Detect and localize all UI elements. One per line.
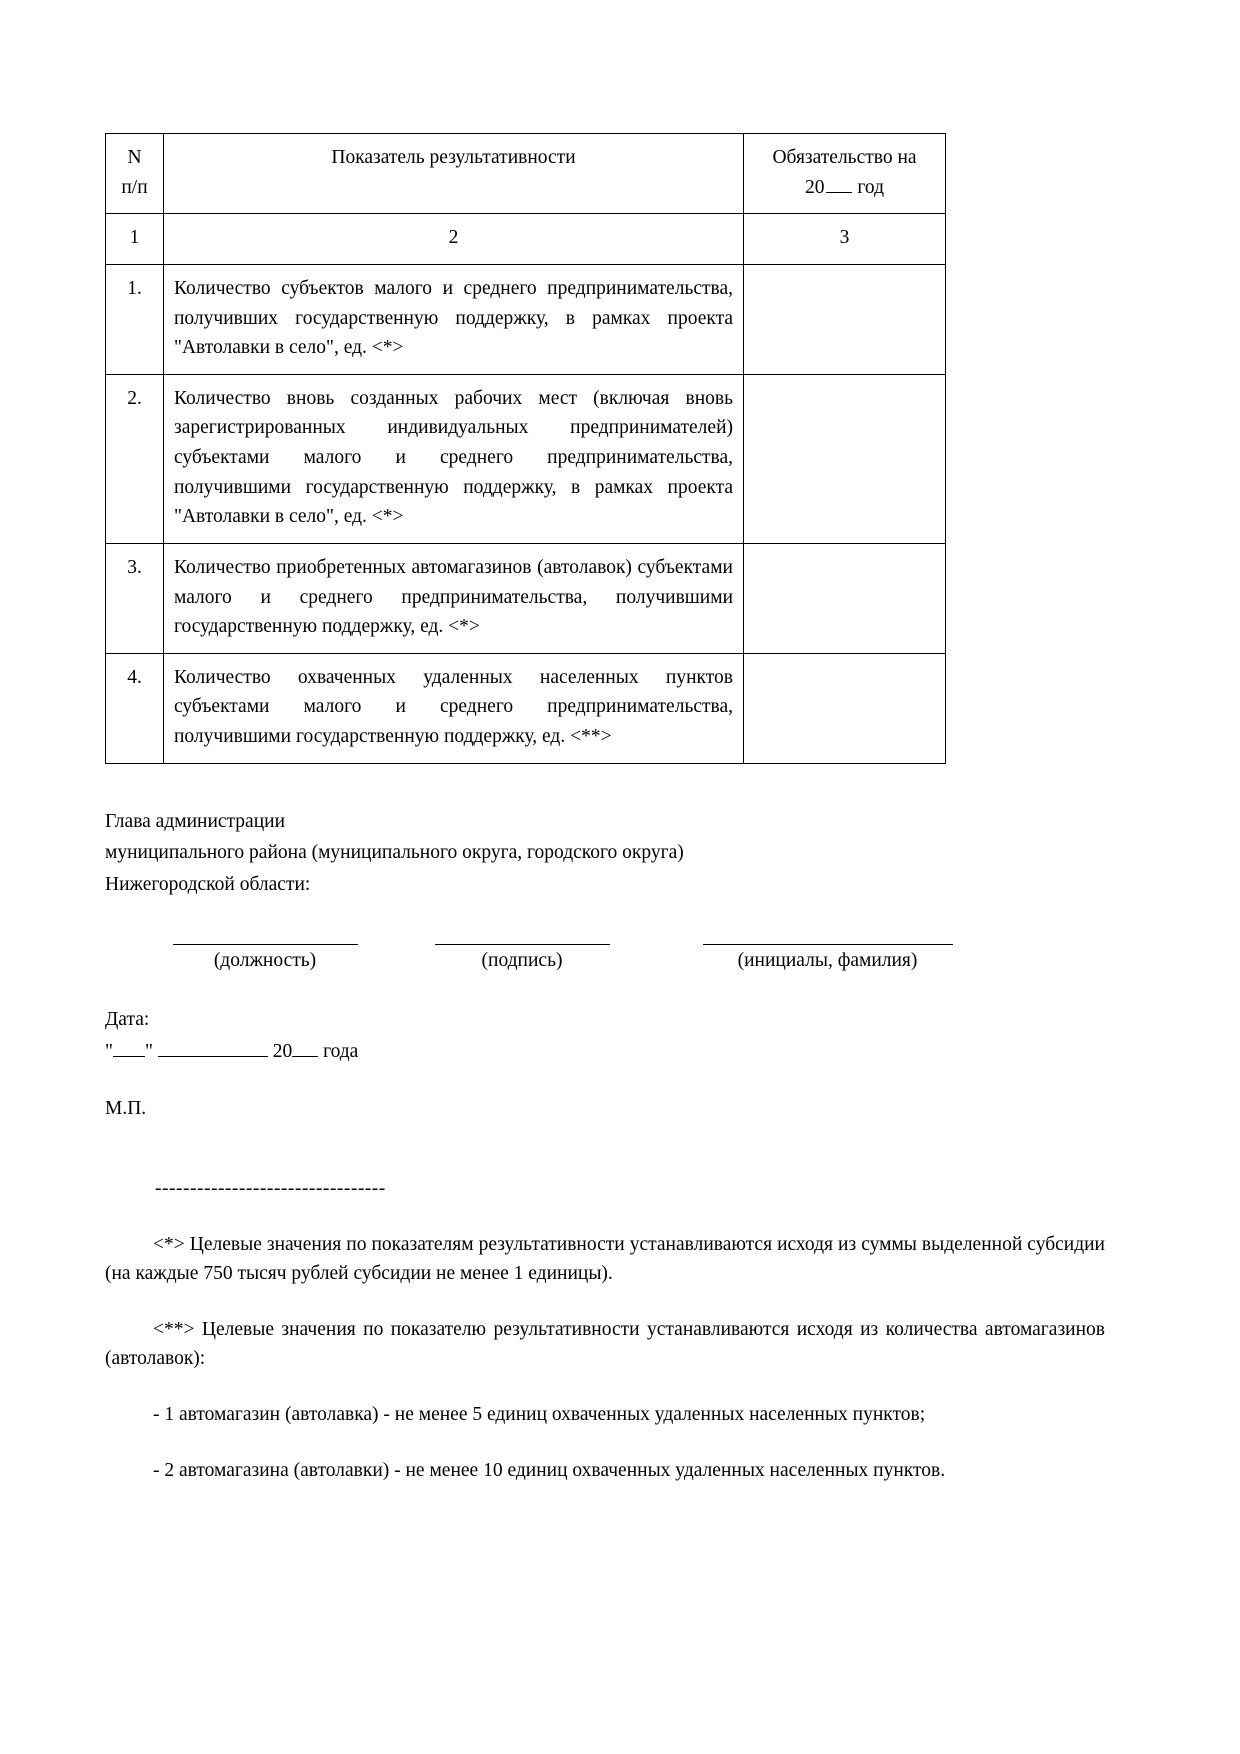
header-obligation-year-suffix: год: [857, 176, 884, 198]
row-indicator-text: Количество субъектов малого и среднего предпринимательства, получивших государственную поддержку, в рамках проекта "Автолавки в село", ед. <*>: [164, 264, 744, 374]
table-row: [106, 653, 946, 763]
column-number-1: 1: [106, 214, 164, 265]
footnote-item: <**> Целевые значения по показателю результативности устанавливаются исходя из количества автомагазинов (автолавок):: [105, 1318, 1105, 1370]
signatory-title-line-3: Нижегородской области:: [105, 873, 311, 895]
footnote-item: - 1 автомагазин (автолавка) - не менее 5 единиц охваченных удаленных населенных пунктов;: [153, 1404, 926, 1426]
initials-caption: (инициалы, фамилия): [737, 950, 918, 972]
footnotes-section: [105, 1230, 1105, 1486]
performance-indicators-table: [105, 133, 946, 764]
header-cell-indicator: Показатель результативности: [164, 134, 744, 214]
document-page: [105, 0, 1105, 1754]
signature-rule-line: [435, 944, 610, 945]
date-year-suffix: года: [323, 1040, 359, 1062]
header-number-line1: N: [127, 147, 142, 168]
row-obligation-value[interactable]: [744, 653, 946, 763]
signature-fields-row: [165, 944, 1105, 972]
row-obligation-value[interactable]: [744, 543, 946, 653]
row-number: 1.: [106, 264, 164, 374]
column-number-2: 2: [164, 214, 744, 265]
signature-field-position[interactable]: [165, 944, 365, 972]
row-obligation-value[interactable]: [744, 374, 946, 543]
row-number: 3.: [106, 543, 164, 653]
signatory-title-line-1: Глава администрации: [105, 810, 286, 832]
row-indicator-text: Количество вновь созданных рабочих мест (включая вновь зарегистрированных индивидуальных предпринимателей) субъектами малого и среднего предпринимательства, получившими государственную поддержку, в рамках проекта "Автолавки в село", ед. <*>: [164, 374, 744, 543]
table-column-number-row: [106, 214, 946, 265]
initials-rule-line: [703, 944, 953, 945]
header-obligation-year-prefix: 20: [805, 176, 825, 198]
table-row: [106, 374, 946, 543]
footnote-separator: ---------------------------------: [155, 1177, 386, 1199]
row-obligation-value[interactable]: [744, 264, 946, 374]
year-blank-underline-date: [292, 1039, 318, 1057]
row-number: 2.: [106, 374, 164, 543]
row-indicator-text: Количество охваченных удаленных населенных пунктов субъектами малого и среднего предпринимательства, получившими государственную поддержку, ед. <**>: [164, 653, 744, 763]
table-row: [106, 543, 946, 653]
row-number: 4.: [106, 653, 164, 763]
table-row: [106, 264, 946, 374]
signatory-title-block: [105, 806, 1105, 901]
row-indicator-text: Количество приобретенных автомагазинов (автолавок) субъектами малого и среднего предпринимательства, получившими государственную поддержку, ед. <*>: [164, 543, 744, 653]
signatory-title-line-2: муниципального района (муниципального округа, городского округа): [105, 842, 684, 864]
position-rule-line: [173, 944, 358, 945]
day-blank-underline: [113, 1039, 145, 1057]
date-quote-open: ": [105, 1040, 113, 1062]
table-header-row: [106, 134, 946, 214]
signature-caption: (подпись): [481, 950, 563, 972]
header-cell-number: [106, 134, 164, 214]
footnote-item: <*> Целевые значения по показателям результативности устанавливаются исходя из суммы выделенной субсидии (на каждые 750 тысяч рублей субсидии не менее 1 единицы).: [105, 1233, 1105, 1285]
date-year-prefix: 20: [272, 1040, 293, 1062]
date-input-line[interactable]: [105, 1036, 1105, 1068]
column-number-3: 3: [744, 214, 946, 265]
header-cell-obligation: [744, 134, 946, 214]
signature-field-signature[interactable]: [427, 944, 617, 972]
date-label: Дата:: [105, 1009, 150, 1031]
stamp-placeholder: М.П.: [105, 1097, 147, 1119]
header-obligation-line1: Обязательство на: [772, 147, 917, 168]
position-caption: (должность): [213, 950, 317, 972]
header-number-line2: п/п: [121, 176, 148, 198]
footnote-item: - 2 автомагазина (автолавки) - не менее 10 единиц охваченных удаленных населенных пунктов.: [153, 1459, 946, 1481]
date-quote-close: ": [144, 1040, 153, 1062]
signature-field-initials[interactable]: [695, 944, 960, 972]
year-blank-underline: [826, 174, 852, 192]
month-blank-underline: [158, 1039, 268, 1057]
date-block: [105, 1004, 1105, 1067]
